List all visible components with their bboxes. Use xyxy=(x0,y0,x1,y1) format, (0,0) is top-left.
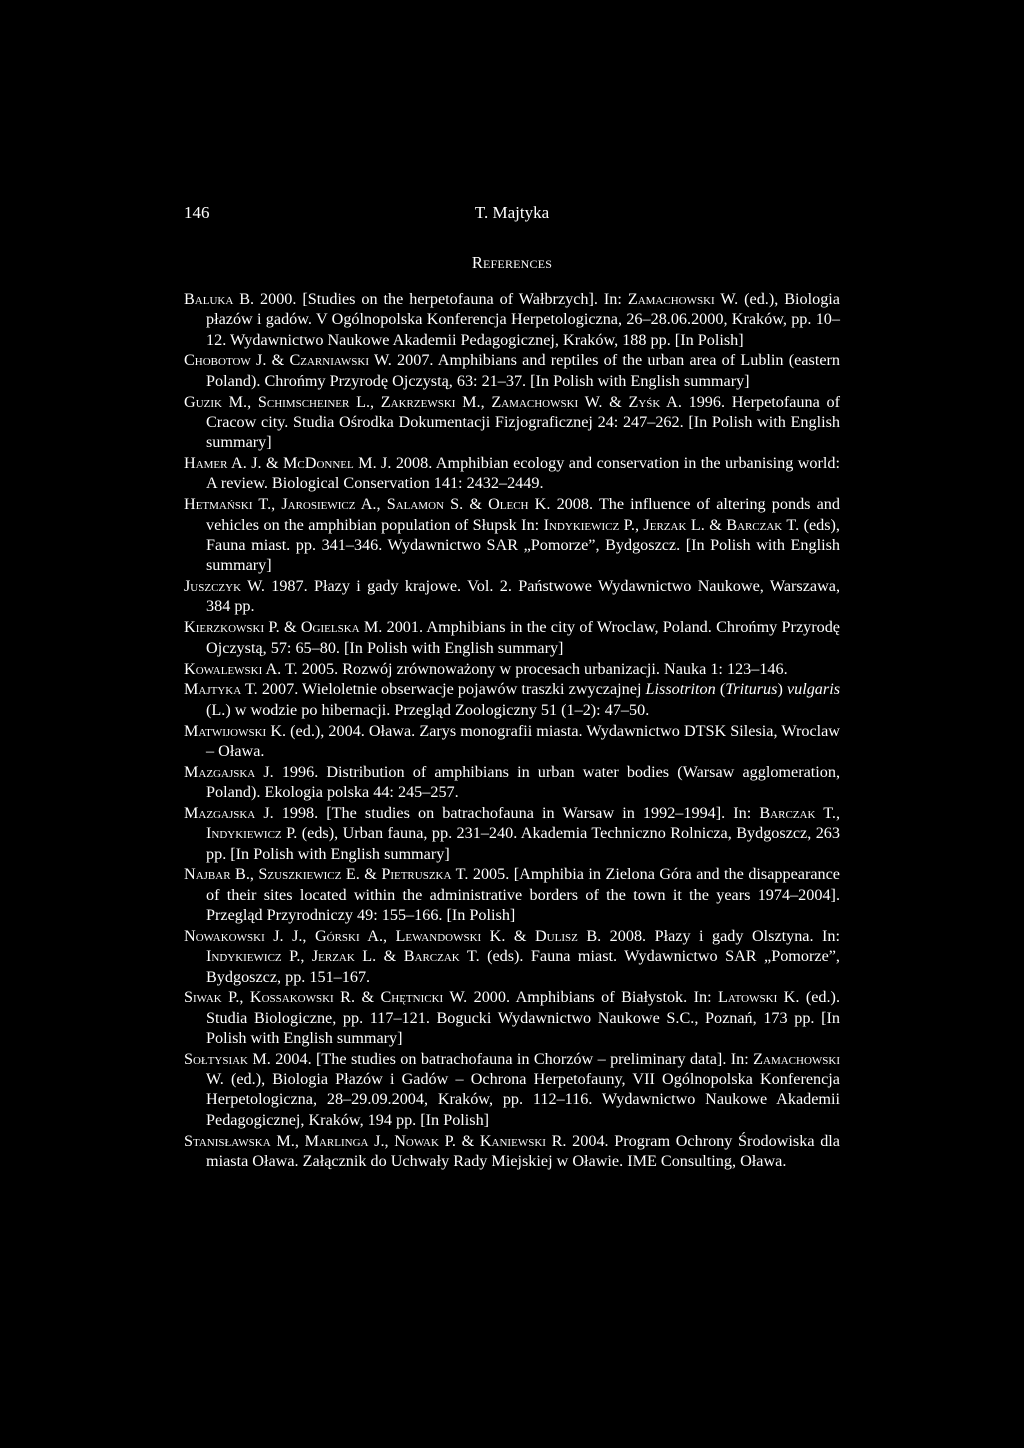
reference-text: M., xyxy=(270,1131,305,1150)
author-name: Barczak xyxy=(759,803,816,822)
reference-text: E. & xyxy=(341,865,382,884)
reference-text: P. & xyxy=(264,618,301,637)
author-name: Siwak xyxy=(184,988,222,1007)
reference-text: J. 1996. Distribution of amphibians in urban water bodies (Warsaw agglomeration, Poland). Ekologia polska 44: 245–257. xyxy=(206,762,840,802)
author-name: Sołtysiak xyxy=(184,1049,248,1068)
reference-text: W. (ed.), Biologia Płazów i Gadów – Ochrona Herpetofauny, VII Ogólnopolska Konferencja Herpetologiczna, 28–29.09.2004, Kraków, pp. 112–116. Wydawnictwo Naukowe Akademii Pedagogicznej, Kraków, 194 pp. [In Polish] xyxy=(206,1070,840,1129)
author-name: Jerzak xyxy=(311,947,355,966)
reference-text: T., xyxy=(815,803,840,822)
author-name: Lewandowski xyxy=(395,926,482,945)
reference-text: T. (eds). Fauna miast. Wydawnictwo SAR „Pomorze”, Bydgoszcz, pp. 151–167. xyxy=(206,947,840,986)
author-name: Zamachowski xyxy=(753,1049,840,1068)
reference-text: A. J. & xyxy=(227,454,284,473)
author-name: Indykiewicz xyxy=(206,947,282,966)
reference-entry xyxy=(184,659,840,679)
reference-text: K. 2008. The influence of altering ponds and vehicles on the amphibian population of Słupsk In: xyxy=(206,495,840,534)
reference-text: T. (eds), Fauna miast. pp. 341–346. Wydawnictwo SAR „Pomorze”, Bydgoszcz. [In Polish with English summary] xyxy=(206,515,840,575)
reference-text: A., xyxy=(355,495,387,514)
reference-entry xyxy=(184,392,840,453)
author-name: Hamer xyxy=(184,454,228,473)
reference-text: W. (ed.), Biologia płazów i gadów. V Ogólnopolska Konferencja Herpetologiczna, 26–28.06.2000, Kraków, pp. 10–12. Wydawnictwo Naukowe Akademii Pedagogicznej, Kraków, 188 pp. [In Polish] xyxy=(206,290,840,349)
reference-text: J. 1998. [The studies on batrachofauna in Warsaw in 1992–1994]. In: xyxy=(255,803,760,822)
reference-text: P., xyxy=(619,515,644,534)
author-name: Kierzkowski xyxy=(184,618,265,637)
author-name: Stanisławska xyxy=(184,1131,271,1150)
section-heading: References xyxy=(471,253,553,272)
running-head: T. Majtyka xyxy=(474,203,550,222)
reference-text: M., xyxy=(455,392,492,411)
reference-entry xyxy=(184,926,840,987)
author-name: Guzik xyxy=(184,392,222,411)
author-name: Schimscheiner xyxy=(257,392,350,411)
reference-text: P., xyxy=(281,947,312,966)
author-name: Indykiewicz xyxy=(543,515,620,534)
reference-entry xyxy=(184,289,840,350)
reference-text: P. (eds), Urban fauna, pp. 231–240. Akademia Techniczno Rolnicza, Bydgoszcz, 263 pp. [In Polish with English summary] xyxy=(206,824,840,863)
reference-text: R. 2004. Program Ochrony Środowiska dla miasta Oława. Załącznik do Uchwały Rady Miejskiej w Oławie. IME Consulting, Oława. xyxy=(206,1131,840,1170)
reference-text: W. & xyxy=(578,392,629,411)
author-name: Barczak xyxy=(403,947,460,966)
reference-text: A. 1996. Herpetofauna of Cracow city. Studia Ośrodka Dokumentacji Fizjograficznej 24: 247–262. [In Polish with English summary] xyxy=(206,392,840,452)
reference-entry xyxy=(184,576,840,617)
reference-text: B. 2000. [Studies on the herpetofauna of Wałbrzych]. In: xyxy=(233,290,628,308)
reference-text: P. & xyxy=(438,1131,480,1150)
author-name: Jerzak xyxy=(643,515,687,534)
reference-text: J. & xyxy=(250,351,290,370)
author-name: Juszczyk xyxy=(184,577,242,596)
author-name: Górski xyxy=(314,926,360,945)
reference-text: R. & xyxy=(333,988,381,1007)
reference-text: B. 2008. Płazy i gady Olsztyna. In: xyxy=(577,926,841,945)
reference-text: S. & xyxy=(443,495,489,514)
reference-text: A. T. 2005. Rozwój zrównoważony w procesach urbanizacji. Nauka 1: 123–146. xyxy=(262,659,788,678)
reference-text: B., xyxy=(230,865,259,884)
reference-text: M., xyxy=(221,392,258,411)
author-name: Nowakowski xyxy=(184,926,265,945)
reference-entry xyxy=(184,617,840,658)
reference-entry xyxy=(184,453,840,494)
reference-entry xyxy=(184,864,840,925)
reference-text: K. & xyxy=(481,926,535,945)
author-name: Olech xyxy=(488,495,529,514)
reference-entry xyxy=(184,803,840,864)
author-name: Zyśk xyxy=(628,392,661,411)
author-name: Latowski xyxy=(718,988,778,1007)
author-name: Matwijowski xyxy=(184,721,267,740)
author-name: Zamachowski xyxy=(491,392,579,411)
reference-text: T. 2005. [Amphibia in Zielona Góra and the disappearance of their sites located within the administrative borders of the town it the years 1974–2004]. Przegląd Przyrodniczy 49: 155–166. [In Polish] xyxy=(206,865,840,925)
reference-text: M. 2004. [The studies on batrachofauna in Chorzów – preliminary data]. In: xyxy=(248,1049,754,1068)
italic-text: Triturus xyxy=(725,680,778,699)
author-name: Mazgajska xyxy=(184,803,256,822)
author-name: Hetmański xyxy=(184,495,253,514)
reference-entry xyxy=(184,679,840,720)
reference-text: L., xyxy=(349,392,381,411)
author-name: Chobotow xyxy=(184,351,251,370)
reference-list xyxy=(184,289,840,1171)
reference-entry xyxy=(184,1049,840,1130)
reference-text: A., xyxy=(359,926,396,945)
reference-entry xyxy=(184,987,840,1048)
reference-text: L. & xyxy=(686,515,727,534)
reference-text: W. 2007. Amphibians and reptiles of the urban area of Lublin (eastern Poland). Chrońmy Przyrodę Ojczystą, 63: 21–37. [In Polish with English summary] xyxy=(206,351,840,390)
author-name: Nowak xyxy=(394,1131,439,1150)
author-name: Jarosiewicz xyxy=(281,495,356,514)
author-name: Baluka xyxy=(184,290,234,308)
reference-text: ) xyxy=(777,680,787,699)
reference-text: K. (ed.), 2004. Oława. Zarys monografii miasta. Wydawnictwo DTSK Silesia, Wroclaw – Oława. xyxy=(206,721,840,760)
author-name: Mazgajska xyxy=(184,762,256,781)
reference-text: T. 2007. Wieloletnie obserwacje pojawów traszki zwyczajnej xyxy=(241,680,646,699)
reference-entry xyxy=(184,494,840,575)
reference-entry xyxy=(184,721,840,762)
author-name: Pietruszka xyxy=(381,865,452,884)
reference-text: M. J. 2008. Amphibian ecology and conservation in the urbanising world: A review. Biological Conservation 141: 2432–2449. xyxy=(206,454,840,493)
reference-text: J. J., xyxy=(264,926,315,945)
author-name: Dulisz xyxy=(534,926,578,945)
author-name: Kowalewski xyxy=(184,659,263,678)
reference-entry xyxy=(184,762,840,803)
reference-text: T., xyxy=(252,495,282,514)
reference-text: L. & xyxy=(354,947,404,966)
author-name: Chętnicki xyxy=(380,988,444,1007)
reference-text: W. 1987. Płazy i gady krajowe. Vol. 2. Państwowe Wydawnictwo Naukowe, Warszawa, 384 pp. xyxy=(206,577,840,616)
author-name: Indykiewicz xyxy=(206,824,282,843)
author-name: Szuszkiewicz xyxy=(258,865,342,884)
author-name: Zamachowski xyxy=(627,290,715,308)
author-name: Barczak xyxy=(726,515,783,534)
reference-text: P., xyxy=(221,988,250,1007)
reference-text: M. 2001. Amphibians in the city of Wroclaw, Poland. Chrońmy Przyrodę Ojczystą, 57: 65–80. [In Polish with English summary] xyxy=(206,618,840,657)
author-name: Salamon xyxy=(386,495,444,514)
author-name: Czarniawski xyxy=(289,351,370,370)
reference-text: K. (ed.). Studia Biologiczne, pp. 117–121. Bogucki Wydawnictwo Naukowe S.C., Poznań, 173 pp. [In Polish with English summary] xyxy=(206,988,840,1047)
italic-text: Lissotriton xyxy=(645,680,716,699)
reference-text: W. 2000. Amphibians of Białystok. In: xyxy=(443,988,719,1007)
page-header xyxy=(184,203,840,227)
author-name: Kossakowski xyxy=(249,988,334,1007)
author-name: Marlinga xyxy=(304,1131,369,1150)
author-name: McDonnel xyxy=(283,454,354,473)
reference-text: (L.) w wodzie po hibernacji. Przegląd Zoologiczny 51 (1–2): 47–50. xyxy=(206,700,650,719)
reference-text: J., xyxy=(368,1131,395,1150)
author-name: Zakrzewski xyxy=(380,392,456,411)
reference-text: ( xyxy=(715,680,726,699)
reference-entry xyxy=(184,350,840,391)
author-name: Najbar xyxy=(184,865,231,884)
italic-text: vulgaris xyxy=(786,680,840,699)
author-name: Majtyka xyxy=(184,680,242,699)
author-name: Kaniewski xyxy=(479,1131,546,1150)
reference-entry xyxy=(184,1131,840,1172)
author-name: Ogielska xyxy=(300,618,360,637)
page-number: 146 xyxy=(184,203,210,222)
